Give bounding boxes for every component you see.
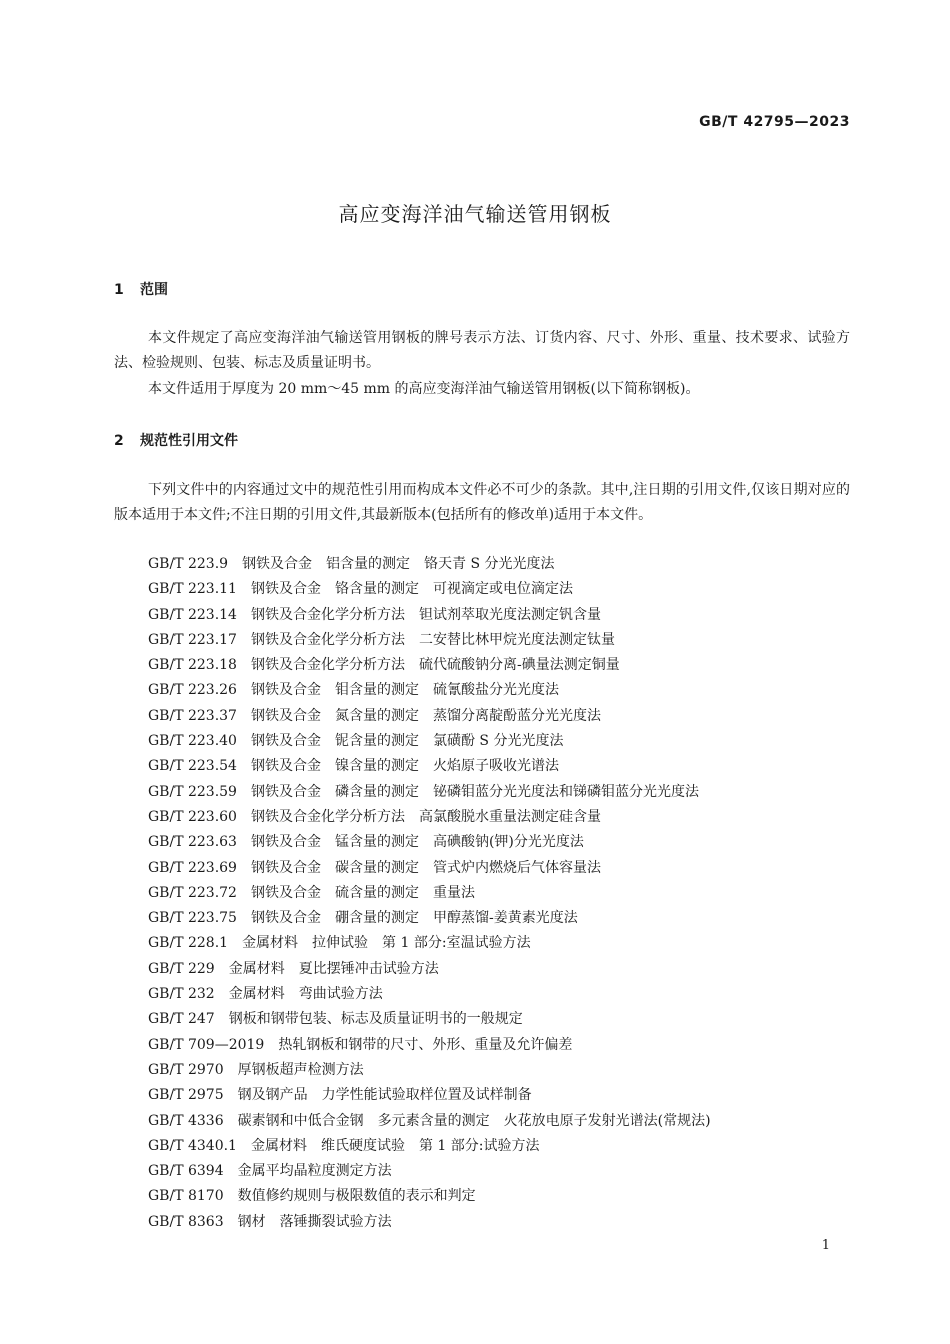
reference-code: GB/T 223.60 bbox=[148, 808, 237, 825]
reference-code: GB/T 223.26 bbox=[148, 682, 237, 699]
reference-code: GB/T 8170 bbox=[148, 1188, 224, 1205]
reference-title: 钢板和钢带包装、标志及质量证明书的一般规定 bbox=[228, 1011, 523, 1028]
reference-item bbox=[148, 856, 711, 881]
reference-item bbox=[148, 1109, 711, 1134]
standard-code: GB/T 42795—2023 bbox=[699, 114, 850, 130]
reference-item bbox=[148, 1184, 711, 1209]
reference-title: 热轧钢板和钢带的尺寸、外形、重量及允许偏差 bbox=[278, 1036, 573, 1053]
section-2-heading bbox=[114, 430, 238, 450]
reference-code: GB/T 223.17 bbox=[148, 631, 237, 648]
reference-item bbox=[148, 957, 711, 982]
reference-item bbox=[148, 780, 711, 805]
section-1-heading bbox=[114, 279, 168, 299]
reference-title: 钢铁及合金化学分析方法 硫代硫酸钠分离-碘量法测定铜量 bbox=[250, 657, 620, 674]
section-title: 范围 bbox=[140, 282, 168, 298]
reference-code: GB/T 223.59 bbox=[148, 783, 237, 800]
reference-item bbox=[148, 603, 711, 628]
reference-code: GB/T 223.54 bbox=[148, 758, 237, 775]
reference-item bbox=[148, 1058, 711, 1083]
reference-code: GB/T 223.9 bbox=[148, 556, 229, 572]
reference-title: 钢铁及合金 铌含量的测定 氯磺酚 S 分光光度法 bbox=[250, 733, 564, 750]
reference-title: 数值修约规则与极限数值的表示和判定 bbox=[237, 1188, 476, 1205]
reference-code: GB/T 223.69 bbox=[148, 859, 237, 876]
document-title: 高应变海洋油气输送管用钢板 bbox=[338, 202, 612, 226]
section-number: 2 bbox=[114, 433, 124, 449]
reference-item bbox=[148, 653, 711, 678]
reference-code: GB/T 247 bbox=[148, 1011, 215, 1028]
normative-references-intro: 下列文件中的内容通过文中的规范性引用而构成本文件必不可少的条款。其中,注日期的引用文件,仅该日期对应的版本适用于本文件;不注日期的引用文件,其最新版本(包括所有的修改单)适用于本文件。 bbox=[114, 482, 850, 524]
reference-title: 钢铁及合金 氮含量的测定 蒸馏分离靛酚蓝分光光度法 bbox=[250, 707, 601, 724]
reference-item bbox=[148, 1159, 711, 1184]
reference-title: 钢铁及合金 碳含量的测定 管式炉内燃烧后气体容量法 bbox=[250, 859, 601, 876]
reference-title: 钢铁及合金化学分析方法 高氯酸脱水重量法测定硅含量 bbox=[250, 808, 601, 825]
reference-title: 金属平均晶粒度测定方法 bbox=[237, 1163, 392, 1180]
reference-title: 钢铁及合金 锰含量的测定 高碘酸钠(钾)分光光度法 bbox=[250, 834, 584, 851]
reference-title: 钢铁及合金 铬含量的测定 可视滴定或电位滴定法 bbox=[250, 581, 573, 598]
reference-code: GB/T 223.14 bbox=[148, 606, 237, 623]
reference-title: 钢铁及合金 硫含量的测定 重量法 bbox=[250, 884, 475, 901]
reference-item bbox=[148, 1083, 711, 1108]
reference-code: GB/T 223.18 bbox=[148, 657, 237, 674]
reference-title: 钢铁及合金 硼含量的测定 甲醇蒸馏-姜黄素光度法 bbox=[250, 910, 578, 927]
reference-item bbox=[148, 1134, 711, 1159]
reference-title: 钢铁及合金 磷含量的测定 铋磷钼蓝分光光度法和锑磷钼蓝分光光度法 bbox=[250, 783, 699, 800]
reference-title: 钢铁及合金 钼含量的测定 硫氰酸盐分光光度法 bbox=[250, 682, 559, 699]
reference-code: GB/T 4336 bbox=[148, 1112, 224, 1129]
reference-title: 金属材料 维氏硬度试验 第 1 部分:试验方法 bbox=[250, 1137, 540, 1154]
reference-title: 厚钢板超声检测方法 bbox=[237, 1061, 364, 1078]
reference-code: GB/T 223.37 bbox=[148, 707, 237, 724]
reference-item bbox=[148, 906, 711, 931]
reference-item bbox=[148, 1033, 711, 1058]
reference-item bbox=[148, 931, 711, 956]
reference-code: GB/T 2970 bbox=[148, 1061, 224, 1078]
reference-code: GB/T 709—2019 bbox=[148, 1036, 265, 1053]
reference-list bbox=[148, 552, 711, 1235]
reference-code: GB/T 6394 bbox=[148, 1163, 224, 1180]
reference-item bbox=[148, 628, 711, 653]
reference-item bbox=[148, 881, 711, 906]
reference-title: 钢材 落锤撕裂试验方法 bbox=[237, 1213, 392, 1230]
reference-item bbox=[148, 805, 711, 830]
reference-code: GB/T 223.72 bbox=[148, 884, 237, 901]
reference-code: GB/T 2975 bbox=[148, 1087, 224, 1104]
reference-item bbox=[148, 577, 711, 602]
reference-item bbox=[148, 704, 711, 729]
scope-paragraph-1: 本文件规定了高应变海洋油气输送管用钢板的牌号表示方法、订货内容、尺寸、外形、重量、技术要求、试验方法、检验规则、包装、标志及质量证明书。 bbox=[114, 330, 850, 372]
section-title: 规范性引用文件 bbox=[140, 433, 238, 449]
reference-code: GB/T 228.1 bbox=[148, 935, 229, 952]
reference-code: GB/T 8363 bbox=[148, 1213, 224, 1230]
reference-title: 钢及钢产品 力学性能试验取样位置及试样制备 bbox=[237, 1087, 532, 1104]
reference-item bbox=[148, 552, 711, 577]
reference-code: GB/T 229 bbox=[148, 960, 215, 977]
reference-item bbox=[148, 830, 711, 855]
reference-code: GB/T 232 bbox=[148, 986, 215, 1003]
scope-paragraph-2: 本文件适用于厚度为 20 mm～45 mm 的高应变海洋油气输送管用钢板(以下简称钢板)。 bbox=[148, 381, 700, 397]
page-number: 1 bbox=[821, 1238, 830, 1253]
reference-item bbox=[148, 1007, 711, 1032]
reference-code: GB/T 223.11 bbox=[148, 581, 237, 598]
reference-title: 钢铁及合金 镍含量的测定 火焰原子吸收光谱法 bbox=[250, 758, 559, 775]
reference-title: 金属材料 拉伸试验 第 1 部分:室温试验方法 bbox=[242, 935, 531, 952]
reference-item bbox=[148, 982, 711, 1007]
reference-item bbox=[148, 754, 711, 779]
reference-title: 金属材料 夏比摆锤冲击试验方法 bbox=[228, 960, 439, 977]
reference-title: 钢铁及合金 铝含量的测定 铬天青 S 分光光度法 bbox=[242, 556, 555, 572]
reference-title: 钢铁及合金化学分析方法 钽试剂萃取光度法测定钒含量 bbox=[250, 606, 601, 623]
reference-code: GB/T 4340.1 bbox=[148, 1137, 237, 1154]
reference-item bbox=[148, 729, 711, 754]
reference-code: GB/T 223.63 bbox=[148, 834, 237, 851]
reference-title: 钢铁及合金化学分析方法 二安替比林甲烷光度法测定钛量 bbox=[250, 631, 615, 648]
reference-item bbox=[148, 678, 711, 703]
reference-code: GB/T 223.40 bbox=[148, 733, 237, 750]
reference-title: 碳素钢和中低合金钢 多元素含量的测定 火花放电原子发射光谱法(常规法) bbox=[237, 1112, 711, 1129]
section-number: 1 bbox=[114, 282, 124, 298]
reference-code: GB/T 223.75 bbox=[148, 910, 237, 927]
reference-item bbox=[148, 1210, 711, 1235]
reference-title: 金属材料 弯曲试验方法 bbox=[228, 986, 383, 1003]
